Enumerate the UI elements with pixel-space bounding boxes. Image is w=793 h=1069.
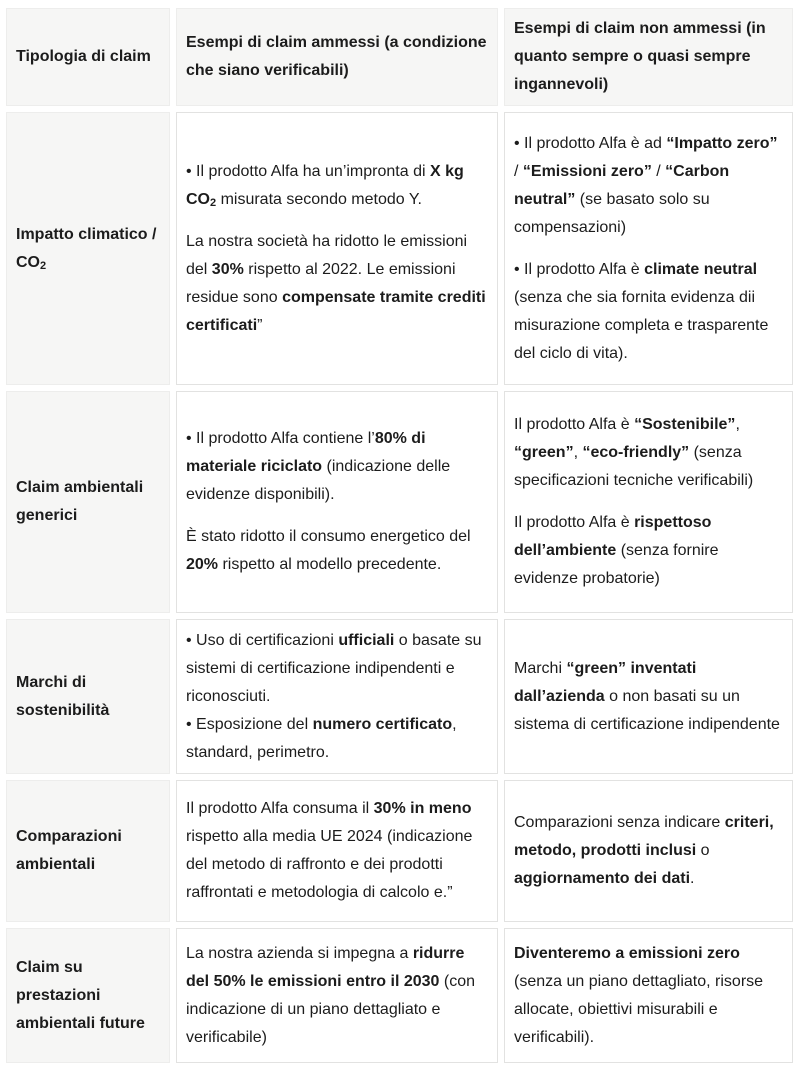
paragraph bbox=[186, 228, 488, 340]
text-run: rispetto alla media UE 2024 (indicazione del metodo di raffronto e dei prodotti raffrontati e metodologia di calcolo e.” bbox=[186, 828, 473, 901]
paragraph bbox=[514, 256, 783, 368]
text-run: (senza un piano dettagliato, risorse allocate, obiettivi misurabili e verificabili). bbox=[514, 972, 764, 1046]
allowed-claims-cell bbox=[176, 391, 498, 613]
text-run: • Il prodotto Alfa è ad bbox=[514, 134, 667, 152]
text-run: • Il prodotto Alfa è bbox=[514, 260, 645, 278]
text-run: “Emissioni zero” bbox=[522, 162, 652, 180]
text-run: / bbox=[514, 162, 523, 180]
text-run: “eco-friendly” bbox=[582, 444, 690, 461]
text-run: o bbox=[696, 842, 710, 859]
paragraph bbox=[186, 158, 488, 214]
text-run: Diventeremo a emissioni zero bbox=[514, 944, 740, 962]
claim-type-label bbox=[16, 221, 160, 277]
text-run: rispetto al modello precedente. bbox=[218, 556, 442, 573]
text-run: Il prodotto Alfa consuma il bbox=[186, 800, 374, 817]
table-row bbox=[6, 780, 793, 922]
header-not-allowed-claims: Esempi di claim non ammessi (in quanto sempre o quasi sempre ingannevoli) bbox=[504, 8, 793, 106]
text-run: 2 bbox=[210, 197, 217, 210]
claim-type-label bbox=[16, 823, 160, 879]
text-run: “green” bbox=[514, 444, 574, 461]
text-run: Claim ambientali generici bbox=[16, 479, 144, 524]
claims-table bbox=[0, 2, 793, 1069]
allowed-claims-cell bbox=[176, 928, 498, 1063]
claim-type-cell bbox=[6, 112, 170, 385]
paragraph bbox=[186, 425, 488, 509]
text-run: Claim su prestazioni ambientali future bbox=[16, 958, 145, 1032]
text-run: / bbox=[651, 162, 666, 180]
text-run: X kg CO bbox=[186, 162, 464, 208]
not-allowed-claims-cell bbox=[504, 112, 793, 385]
header-allowed-claims: Esempi di claim ammessi (a condizione che siano verificabili) bbox=[176, 8, 498, 106]
text-run: Marchi di sostenibilità bbox=[16, 673, 110, 719]
paragraph bbox=[514, 509, 783, 593]
allowed-claims-cell bbox=[176, 619, 498, 774]
text-run: criteri, metodo, prodotti inclusi bbox=[514, 814, 774, 859]
paragraph bbox=[186, 627, 488, 767]
claims-table-body bbox=[6, 112, 793, 1063]
text-run: , bbox=[573, 444, 583, 461]
text-run: aggiornamento dei dati bbox=[514, 870, 691, 887]
claim-type-label bbox=[16, 954, 160, 1038]
text-run: . bbox=[690, 870, 695, 887]
claim-type-label bbox=[16, 669, 160, 725]
text-run: o basate su sistemi di certificazione indipendenti e riconosciuti. bbox=[186, 631, 482, 705]
not-allowed-claims-cell bbox=[504, 780, 793, 922]
allowed-claims-cell bbox=[176, 780, 498, 922]
text-run: rispetto al 2022. Le emissioni residue sono bbox=[186, 260, 456, 306]
text-run: numero certificato bbox=[312, 715, 453, 733]
text-run: (indicazione delle evidenze disponibili). bbox=[186, 458, 451, 503]
text-run: “Carbon neutral” bbox=[514, 162, 730, 208]
text-run: ” bbox=[257, 316, 263, 334]
text-run: o non basati su un sistema di certificazione indipendente bbox=[514, 687, 780, 733]
not-allowed-claims-cell bbox=[504, 619, 793, 774]
text-run: La nostra società ha ridotto le emissioni del bbox=[186, 232, 468, 278]
text-run: • Uso di certificazioni bbox=[186, 631, 339, 649]
header-row bbox=[6, 8, 793, 106]
text-run: compensate tramite crediti certificati bbox=[186, 288, 486, 334]
text-run: (senza che sia fornita evidenza dii misurazione completa e trasparente del ciclo di vita). bbox=[514, 288, 769, 362]
paragraph bbox=[186, 940, 488, 1052]
text-run: , standard, perimetro. bbox=[186, 715, 457, 761]
text-run: • Il prodotto Alfa contiene l’ bbox=[186, 430, 375, 447]
text-run: 2 bbox=[40, 260, 47, 273]
text-run: 30% bbox=[211, 260, 244, 278]
paragraph bbox=[514, 809, 783, 893]
text-run: Marchi bbox=[514, 659, 567, 677]
text-run: “Impatto zero” bbox=[666, 134, 778, 152]
paragraph bbox=[514, 655, 783, 739]
table-row bbox=[6, 391, 793, 613]
text-run: ufficiali bbox=[338, 631, 395, 649]
text-run: Impatto climatico / CO bbox=[16, 225, 157, 271]
text-run: “green” inventati dall’azienda bbox=[514, 659, 697, 705]
text-run: (con indicazione di un piano dettagliato e verificabile) bbox=[186, 972, 476, 1046]
paragraph bbox=[186, 795, 488, 907]
table-row bbox=[6, 619, 793, 774]
text-run: ridurre del 50% le emissioni entro il 2030 bbox=[186, 944, 465, 990]
text-run: 80% di materiale riciclato bbox=[186, 430, 426, 475]
text-run: misurata secondo metodo Y. bbox=[216, 190, 422, 208]
text-run: Il prodotto Alfa è bbox=[514, 514, 635, 531]
text-run: (senza specificazioni tecniche verificabili) bbox=[514, 444, 754, 489]
claim-type-cell bbox=[6, 780, 170, 922]
text-run: La nostra azienda si impegna a bbox=[186, 944, 413, 962]
claim-type-cell bbox=[6, 391, 170, 613]
claim-type-label bbox=[16, 474, 160, 530]
paragraph bbox=[514, 411, 783, 495]
table-row bbox=[6, 112, 793, 385]
text-run: climate neutral bbox=[644, 260, 758, 278]
claim-type-cell bbox=[6, 619, 170, 774]
text-run: (senza fornire evidenze probatorie) bbox=[514, 542, 719, 587]
document-page bbox=[0, 2, 793, 1069]
table-header bbox=[6, 8, 793, 106]
paragraph bbox=[186, 523, 488, 579]
text-run: , bbox=[735, 416, 740, 433]
allowed-claims-cell bbox=[176, 112, 498, 385]
text-run: 30% in meno bbox=[373, 800, 472, 817]
text-run: Il prodotto Alfa è bbox=[514, 416, 635, 433]
text-run: Comparazioni ambientali bbox=[16, 828, 122, 873]
text-run: • Il prodotto Alfa ha un’impronta di bbox=[186, 162, 430, 180]
text-run: • Esposizione del bbox=[186, 715, 313, 733]
text-run: Comparazioni senza indicare bbox=[514, 814, 725, 831]
claim-type-cell bbox=[6, 928, 170, 1063]
paragraph bbox=[514, 940, 783, 1052]
table-row bbox=[6, 928, 793, 1063]
text-run: (se basato solo su compensazioni) bbox=[514, 190, 710, 236]
header-claim-type: Tipologia di claim bbox=[6, 8, 170, 106]
text-run: 20% bbox=[186, 556, 219, 573]
text-run: È stato ridotto il consumo energetico del bbox=[186, 528, 471, 545]
text-run: “Sostenibile” bbox=[634, 416, 736, 433]
text-run: rispettoso dell’ambiente bbox=[514, 514, 712, 559]
paragraph bbox=[514, 130, 783, 242]
not-allowed-claims-cell bbox=[504, 928, 793, 1063]
not-allowed-claims-cell bbox=[504, 391, 793, 613]
